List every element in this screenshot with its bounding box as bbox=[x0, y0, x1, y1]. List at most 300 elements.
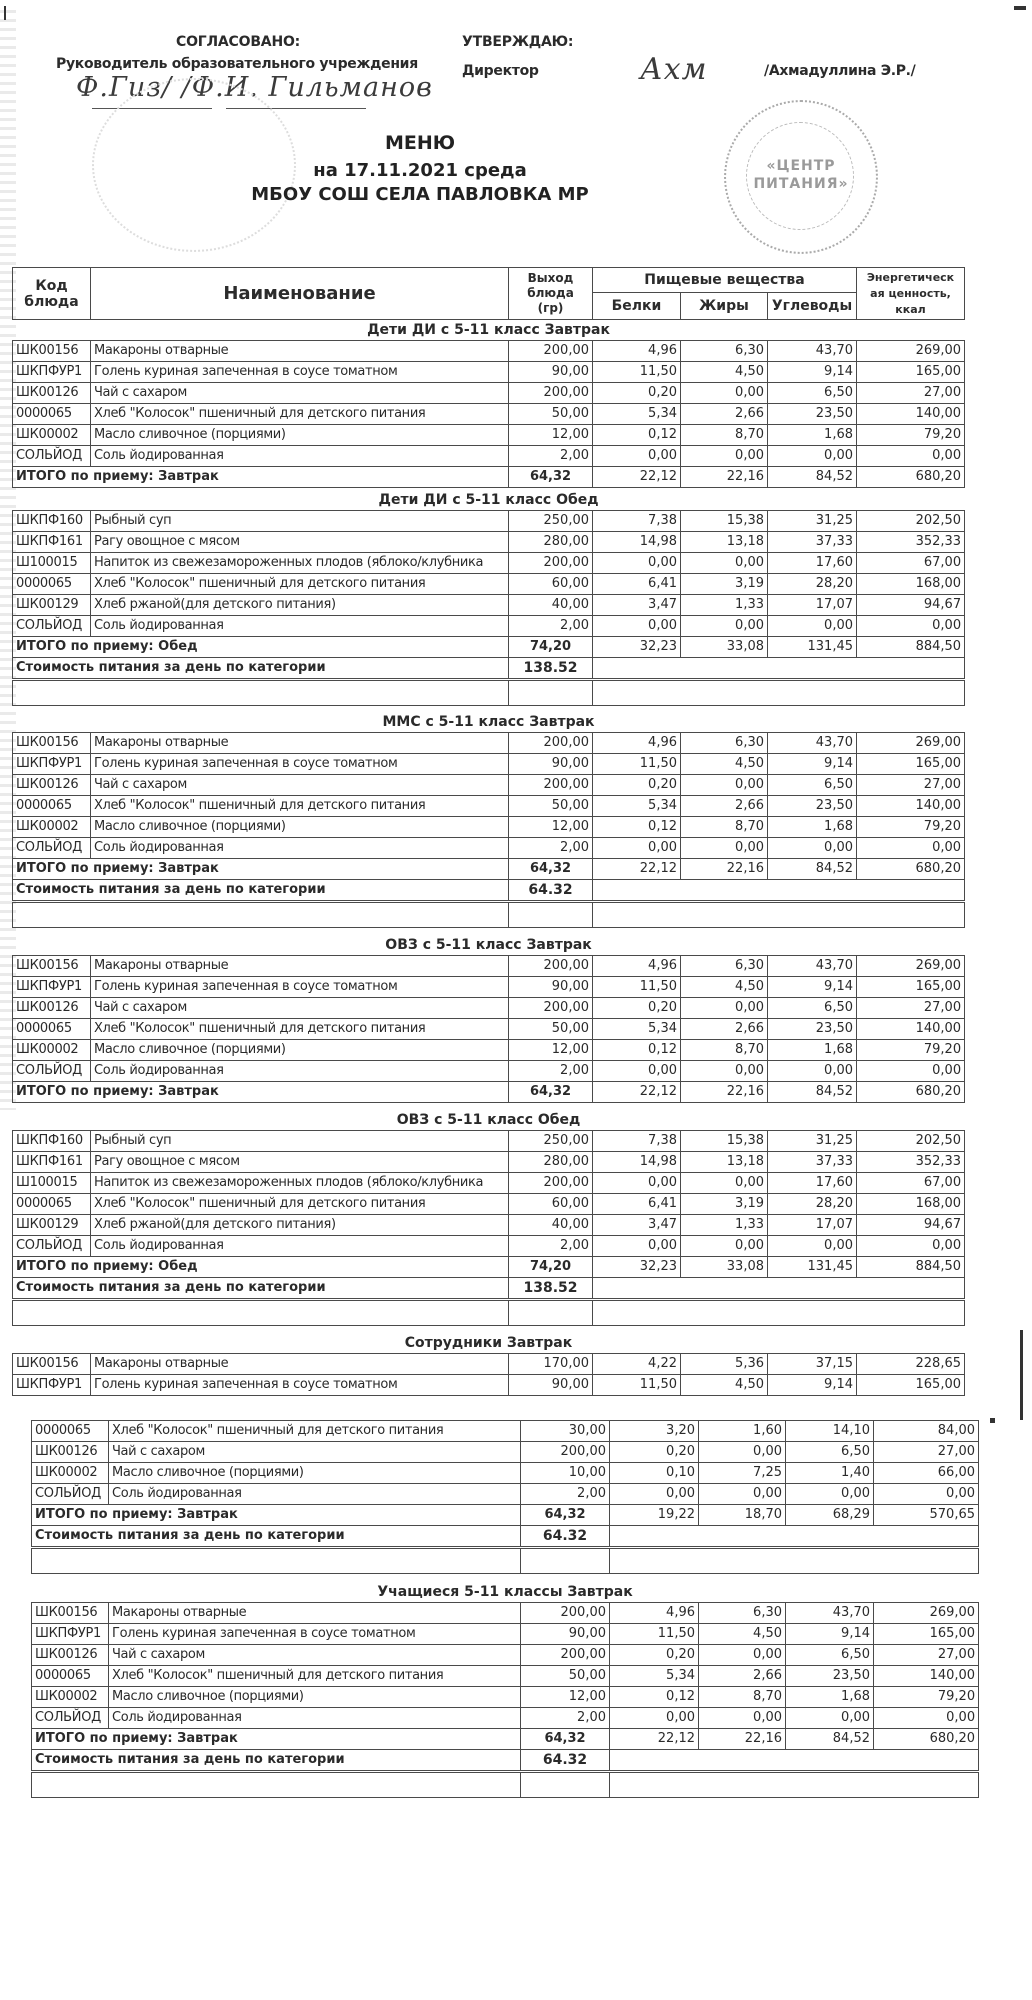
dish-carbs: 23,50 bbox=[768, 796, 857, 817]
dish-carbs: 17,07 bbox=[768, 595, 857, 616]
dish-yield: 2,00 bbox=[521, 1708, 610, 1729]
dish-fat: 13,18 bbox=[681, 1152, 768, 1173]
approve-position: Директор bbox=[462, 63, 539, 79]
dish-code: ШКПФ160 bbox=[13, 511, 91, 532]
col-yield-header bbox=[509, 268, 593, 320]
dish-protein: 14,98 bbox=[593, 1152, 681, 1173]
blank-cell bbox=[13, 1300, 509, 1326]
dish-name: Чай с сахаром bbox=[109, 1645, 521, 1666]
dish-yield: 12,00 bbox=[509, 1040, 593, 1061]
dish-code: ШКПФ160 bbox=[13, 1131, 91, 1152]
section-title: Учащиеся 5-11 классы Завтрак bbox=[32, 1582, 979, 1603]
dish-yield: 200,00 bbox=[509, 733, 593, 754]
dish-name: Хлеб "Колосок" пшеничный для детского питания bbox=[91, 574, 509, 595]
dish-fat: 13,18 bbox=[681, 532, 768, 553]
total-row bbox=[13, 467, 965, 488]
col-energy-l1: Энергетическ bbox=[866, 270, 955, 284]
blank-row bbox=[32, 1548, 979, 1574]
dish-yield: 90,00 bbox=[509, 362, 593, 383]
dish-code: ШК00126 bbox=[13, 383, 91, 404]
dish-energy: 84,00 bbox=[874, 1421, 979, 1442]
dish-code: 0000065 bbox=[13, 1019, 91, 1040]
total-energy: 680,20 bbox=[857, 859, 965, 880]
table-row bbox=[13, 998, 965, 1019]
table-row bbox=[13, 595, 965, 616]
table-row bbox=[13, 341, 965, 362]
dish-protein: 11,50 bbox=[593, 1375, 681, 1396]
dish-protein: 4,22 bbox=[593, 1354, 681, 1375]
table-row bbox=[13, 616, 965, 637]
dish-name: Хлеб "Колосок" пшеничный для детского питания bbox=[91, 796, 509, 817]
section-title: Дети ДИ с 5-11 класс Завтрак bbox=[13, 320, 965, 341]
table-row bbox=[13, 754, 965, 775]
dish-protein: 0,00 bbox=[593, 1173, 681, 1194]
dish-fat: 6,30 bbox=[681, 956, 768, 977]
dish-yield: 2,00 bbox=[509, 838, 593, 859]
dish-protein: 4,96 bbox=[593, 341, 681, 362]
total-protein: 22,12 bbox=[593, 467, 681, 488]
dish-energy: 0,00 bbox=[874, 1484, 979, 1505]
total-yield: 64,32 bbox=[521, 1505, 610, 1526]
dish-yield: 250,00 bbox=[509, 1131, 593, 1152]
approve-name: /Ахмадуллина Э.Р./ bbox=[764, 63, 916, 79]
table-row bbox=[13, 817, 965, 838]
dish-name: Хлеб "Колосок" пшеничный для детского питания bbox=[109, 1421, 521, 1442]
dish-name: Макароны отварные bbox=[91, 733, 509, 754]
dish-fat: 0,00 bbox=[681, 775, 768, 796]
cost-label: Стоимость питания за день по категории bbox=[32, 1750, 521, 1772]
menu-section-table bbox=[12, 935, 965, 1103]
total-carbs: 131,45 bbox=[768, 637, 857, 658]
dish-protein: 5,34 bbox=[593, 796, 681, 817]
dish-fat: 0,00 bbox=[699, 1442, 786, 1463]
dish-carbs: 0,00 bbox=[786, 1708, 874, 1729]
total-energy: 884,50 bbox=[857, 1257, 965, 1278]
corner-mark-dot bbox=[990, 1418, 995, 1423]
section-title: Дети ДИ с 5-11 класс Обед bbox=[13, 490, 965, 511]
table-row bbox=[13, 383, 965, 404]
dish-fat: 0,00 bbox=[681, 446, 768, 467]
section-title-row bbox=[13, 320, 965, 341]
dish-protein: 0,20 bbox=[593, 775, 681, 796]
dish-fat: 6,30 bbox=[699, 1603, 786, 1624]
total-protein: 22,12 bbox=[593, 859, 681, 880]
total-carbs: 84,52 bbox=[786, 1729, 874, 1750]
total-protein: 32,23 bbox=[593, 637, 681, 658]
dish-yield: 90,00 bbox=[509, 754, 593, 775]
dish-code: ШК00156 bbox=[32, 1603, 109, 1624]
dish-energy: 94,67 bbox=[857, 1215, 965, 1236]
dish-name: Соль йодированная bbox=[91, 1061, 509, 1082]
dish-carbs: 9,14 bbox=[768, 1375, 857, 1396]
school-name: МБОУ СОШ СЕЛА ПАВЛОВКА МР bbox=[251, 184, 589, 205]
dish-protein: 0,00 bbox=[593, 553, 681, 574]
dish-yield: 50,00 bbox=[509, 796, 593, 817]
table-row bbox=[13, 1019, 965, 1040]
dish-energy: 165,00 bbox=[857, 754, 965, 775]
dish-name: Чай с сахаром bbox=[91, 383, 509, 404]
dish-code: ШКПФ161 bbox=[13, 1152, 91, 1173]
dish-protein: 0,00 bbox=[593, 616, 681, 637]
dish-energy: 269,00 bbox=[857, 956, 965, 977]
dish-yield: 10,00 bbox=[521, 1463, 610, 1484]
table-row bbox=[32, 1687, 979, 1708]
dish-fat: 5,36 bbox=[681, 1354, 768, 1375]
dish-name: Соль йодированная bbox=[109, 1484, 521, 1505]
dish-fat: 0,00 bbox=[699, 1484, 786, 1505]
dish-energy: 140,00 bbox=[874, 1666, 979, 1687]
dish-code: ШК00002 bbox=[32, 1687, 109, 1708]
dish-name: Рыбный суп bbox=[91, 511, 509, 532]
dish-name: Напиток из свежезамороженных плодов (яблоко/клубника bbox=[91, 1173, 509, 1194]
col-yield-l3: (гр) bbox=[537, 301, 564, 315]
dish-code: 0000065 bbox=[13, 1194, 91, 1215]
dish-protein: 5,34 bbox=[593, 404, 681, 425]
dish-energy: 202,50 bbox=[857, 1131, 965, 1152]
total-fat: 18,70 bbox=[699, 1505, 786, 1526]
dish-energy: 27,00 bbox=[857, 998, 965, 1019]
blank-row bbox=[13, 680, 965, 706]
dish-protein: 0,00 bbox=[610, 1708, 699, 1729]
total-energy: 680,20 bbox=[874, 1729, 979, 1750]
dish-carbs: 37,33 bbox=[768, 532, 857, 553]
total-label: ИТОГО по приему: Обед bbox=[13, 637, 509, 658]
table-row bbox=[32, 1442, 979, 1463]
dish-energy: 27,00 bbox=[857, 383, 965, 404]
menu-section-table bbox=[31, 1420, 979, 1574]
dish-fat: 8,70 bbox=[699, 1687, 786, 1708]
blank-cell bbox=[610, 1772, 979, 1798]
dish-fat: 7,25 bbox=[699, 1463, 786, 1484]
dish-protein: 5,34 bbox=[610, 1666, 699, 1687]
dish-code: Ш100015 bbox=[13, 553, 91, 574]
dish-protein: 0,12 bbox=[593, 425, 681, 446]
dish-code: 0000065 bbox=[13, 796, 91, 817]
dish-yield: 200,00 bbox=[509, 998, 593, 1019]
dish-yield: 60,00 bbox=[509, 1194, 593, 1215]
section-title: Сотрудники Завтрак bbox=[13, 1333, 965, 1354]
menu-section-table bbox=[12, 1110, 965, 1326]
dish-carbs: 0,00 bbox=[768, 838, 857, 859]
dish-fat: 4,50 bbox=[681, 754, 768, 775]
dish-carbs: 37,33 bbox=[768, 1152, 857, 1173]
corner-mark-right bbox=[1020, 1330, 1023, 1420]
dish-protein: 0,00 bbox=[610, 1484, 699, 1505]
dish-energy: 168,00 bbox=[857, 574, 965, 595]
dish-protein: 0,00 bbox=[593, 1236, 681, 1257]
total-fat: 22,16 bbox=[681, 467, 768, 488]
dish-fat: 3,19 bbox=[681, 574, 768, 595]
approve-label: УТВЕРЖДАЮ: bbox=[462, 34, 574, 50]
dish-energy: 66,00 bbox=[874, 1463, 979, 1484]
menu-section-table bbox=[12, 320, 965, 488]
dish-energy: 165,00 bbox=[857, 1375, 965, 1396]
total-carbs: 131,45 bbox=[768, 1257, 857, 1278]
dish-protein: 6,41 bbox=[593, 1194, 681, 1215]
dish-fat: 0,00 bbox=[681, 1173, 768, 1194]
table-row bbox=[32, 1603, 979, 1624]
agreed-position: Руководитель образовательного учреждения bbox=[56, 56, 418, 72]
dish-yield: 50,00 bbox=[509, 404, 593, 425]
blank-cell bbox=[509, 1300, 593, 1326]
dish-protein: 0,20 bbox=[593, 383, 681, 404]
dish-yield: 250,00 bbox=[509, 511, 593, 532]
dish-name: Масло сливочное (порциями) bbox=[109, 1463, 521, 1484]
dish-yield: 40,00 bbox=[509, 595, 593, 616]
dish-carbs: 1,68 bbox=[768, 817, 857, 838]
dish-code: СОЛЬЙОД bbox=[32, 1484, 109, 1505]
dish-name: Рагу овощное с мясом bbox=[91, 532, 509, 553]
dish-carbs: 1,68 bbox=[768, 425, 857, 446]
dish-yield: 40,00 bbox=[509, 1215, 593, 1236]
dish-name: Масло сливочное (порциями) bbox=[109, 1687, 521, 1708]
dish-yield: 2,00 bbox=[521, 1484, 610, 1505]
total-fat: 22,16 bbox=[681, 859, 768, 880]
table-row bbox=[13, 796, 965, 817]
dish-protein: 4,96 bbox=[593, 733, 681, 754]
dish-fat: 1,60 bbox=[699, 1421, 786, 1442]
menu-date: на 17.11.2021 среда bbox=[313, 160, 527, 181]
total-energy: 884,50 bbox=[857, 637, 965, 658]
total-energy: 570,65 bbox=[874, 1505, 979, 1526]
dish-yield: 170,00 bbox=[509, 1354, 593, 1375]
dish-energy: 140,00 bbox=[857, 1019, 965, 1040]
dish-carbs: 17,60 bbox=[768, 1173, 857, 1194]
dish-yield: 200,00 bbox=[509, 1173, 593, 1194]
dish-yield: 30,00 bbox=[521, 1421, 610, 1442]
dish-yield: 2,00 bbox=[509, 446, 593, 467]
cost-value: 64.32 bbox=[509, 880, 593, 902]
section-title-row bbox=[13, 935, 965, 956]
dish-name: Хлеб "Колосок" пшеничный для детского питания bbox=[109, 1666, 521, 1687]
table-row bbox=[13, 362, 965, 383]
dish-carbs: 31,25 bbox=[768, 1131, 857, 1152]
cost-row bbox=[32, 1526, 979, 1548]
dish-yield: 2,00 bbox=[509, 1061, 593, 1082]
dish-fat: 2,66 bbox=[681, 1019, 768, 1040]
blank-cell bbox=[521, 1548, 610, 1574]
total-label: ИТОГО по приему: Завтрак bbox=[13, 1082, 509, 1103]
cost-value: 138.52 bbox=[509, 1278, 593, 1300]
dish-fat: 0,00 bbox=[681, 1061, 768, 1082]
dish-protein: 0,20 bbox=[610, 1645, 699, 1666]
dish-energy: 352,33 bbox=[857, 532, 965, 553]
dish-code: ШК00002 bbox=[13, 817, 91, 838]
dish-energy: 352,33 bbox=[857, 1152, 965, 1173]
corner-mark-top-right bbox=[1014, 6, 1026, 10]
stamp-right-text-2: ПИТАНИЯ» bbox=[753, 176, 849, 192]
dish-carbs: 0,00 bbox=[768, 1236, 857, 1257]
dish-carbs: 43,70 bbox=[786, 1603, 874, 1624]
dish-protein: 0,20 bbox=[593, 998, 681, 1019]
dish-name: Макароны отварные bbox=[109, 1603, 521, 1624]
cost-value: 64.32 bbox=[521, 1750, 610, 1772]
col-name-header: Наименование bbox=[91, 268, 509, 320]
col-protein-header: Белки bbox=[593, 293, 681, 320]
dish-fat: 2,66 bbox=[681, 796, 768, 817]
dish-fat: 0,00 bbox=[699, 1708, 786, 1729]
blank-row bbox=[13, 902, 965, 928]
dish-name: Соль йодированная bbox=[91, 446, 509, 467]
cost-empty bbox=[593, 1278, 965, 1300]
total-energy: 680,20 bbox=[857, 1082, 965, 1103]
dish-code: 0000065 bbox=[13, 404, 91, 425]
col-code-l2: блюда bbox=[24, 293, 79, 310]
dish-yield: 200,00 bbox=[521, 1645, 610, 1666]
dish-carbs: 17,60 bbox=[768, 553, 857, 574]
col-fat-header: Жиры bbox=[681, 293, 768, 320]
dish-energy: 0,00 bbox=[857, 446, 965, 467]
dish-protein: 7,38 bbox=[593, 511, 681, 532]
menu-section-table bbox=[12, 1333, 965, 1396]
dish-name: Соль йодированная bbox=[91, 616, 509, 637]
dish-code: 0000065 bbox=[13, 574, 91, 595]
table-row bbox=[13, 1375, 965, 1396]
cost-value: 64.32 bbox=[521, 1526, 610, 1548]
dish-code: ШК00126 bbox=[32, 1442, 109, 1463]
table-row bbox=[32, 1463, 979, 1484]
dish-yield: 200,00 bbox=[509, 956, 593, 977]
dish-name: Макароны отварные bbox=[91, 956, 509, 977]
dish-fat: 8,70 bbox=[681, 1040, 768, 1061]
dish-carbs: 6,50 bbox=[768, 998, 857, 1019]
dish-energy: 269,00 bbox=[857, 341, 965, 362]
dish-code: СОЛЬЙОД bbox=[13, 1236, 91, 1257]
stamp-right-text-1: «ЦЕНТР bbox=[766, 158, 836, 174]
dish-name: Соль йодированная bbox=[91, 838, 509, 859]
dish-code: ШК00126 bbox=[13, 775, 91, 796]
cost-label: Стоимость питания за день по категории bbox=[13, 880, 509, 902]
dish-carbs: 0,00 bbox=[768, 1061, 857, 1082]
dish-fat: 1,33 bbox=[681, 1215, 768, 1236]
dish-carbs: 23,50 bbox=[768, 1019, 857, 1040]
dish-code: ШК00156 bbox=[13, 733, 91, 754]
cost-row bbox=[13, 1278, 965, 1300]
dish-protein: 11,50 bbox=[610, 1624, 699, 1645]
dish-protein: 0,00 bbox=[593, 1061, 681, 1082]
dish-yield: 200,00 bbox=[521, 1442, 610, 1463]
table-row bbox=[13, 574, 965, 595]
total-protein: 22,12 bbox=[610, 1729, 699, 1750]
dish-carbs: 9,14 bbox=[768, 977, 857, 998]
dish-energy: 27,00 bbox=[874, 1645, 979, 1666]
dish-fat: 6,30 bbox=[681, 341, 768, 362]
menu-section-table bbox=[12, 712, 965, 928]
blank-cell bbox=[593, 902, 965, 928]
dish-code: ШКПФ161 bbox=[13, 532, 91, 553]
dish-code: Ш100015 bbox=[13, 1173, 91, 1194]
dish-code: ШК00129 bbox=[13, 1215, 91, 1236]
dish-code: ШК00126 bbox=[13, 998, 91, 1019]
dish-code: ШК00156 bbox=[13, 1354, 91, 1375]
table-row bbox=[13, 425, 965, 446]
dish-protein: 6,41 bbox=[593, 574, 681, 595]
dish-code: 0000065 bbox=[32, 1666, 109, 1687]
col-code-header bbox=[13, 268, 91, 320]
dish-yield: 200,00 bbox=[521, 1603, 610, 1624]
dish-yield: 200,00 bbox=[509, 553, 593, 574]
dish-protein: 0,12 bbox=[593, 1040, 681, 1061]
dish-yield: 12,00 bbox=[521, 1687, 610, 1708]
dish-name: Голень куриная запеченная в соусе томатном bbox=[91, 754, 509, 775]
total-protein: 19,22 bbox=[610, 1505, 699, 1526]
total-carbs: 84,52 bbox=[768, 1082, 857, 1103]
dish-fat: 2,66 bbox=[681, 404, 768, 425]
dish-name: Голень куриная запеченная в соусе томатном bbox=[91, 1375, 509, 1396]
dish-name: Соль йодированная bbox=[91, 1236, 509, 1257]
dish-energy: 202,50 bbox=[857, 511, 965, 532]
col-code-l1: Код bbox=[35, 277, 68, 294]
dish-protein: 5,34 bbox=[593, 1019, 681, 1040]
table-row bbox=[13, 733, 965, 754]
dish-protein: 14,98 bbox=[593, 532, 681, 553]
dish-protein: 0,00 bbox=[593, 838, 681, 859]
col-yield-l1: Выход bbox=[527, 271, 574, 285]
dish-fat: 1,33 bbox=[681, 595, 768, 616]
total-fat: 22,16 bbox=[699, 1729, 786, 1750]
blank-cell bbox=[32, 1772, 521, 1798]
table-row bbox=[13, 838, 965, 859]
dish-fat: 15,38 bbox=[681, 511, 768, 532]
dish-protein: 0,12 bbox=[610, 1687, 699, 1708]
dish-fat: 8,70 bbox=[681, 425, 768, 446]
menu-section-table bbox=[12, 490, 965, 706]
cost-row bbox=[13, 658, 965, 680]
dish-energy: 165,00 bbox=[857, 362, 965, 383]
table-row bbox=[13, 1040, 965, 1061]
dish-yield: 2,00 bbox=[509, 616, 593, 637]
total-carbs: 84,52 bbox=[768, 467, 857, 488]
dish-carbs: 23,50 bbox=[768, 404, 857, 425]
table-row bbox=[13, 977, 965, 998]
dish-yield: 90,00 bbox=[509, 1375, 593, 1396]
blank-row bbox=[32, 1772, 979, 1798]
dish-code: ШКПФУР1 bbox=[13, 754, 91, 775]
agreed-label: СОГЛАСОВАНО: bbox=[176, 34, 301, 50]
dish-fat: 4,50 bbox=[681, 1375, 768, 1396]
dish-code: ШК00126 bbox=[32, 1645, 109, 1666]
dish-name: Хлеб ржаной(для детского питания) bbox=[91, 595, 509, 616]
dish-fat: 0,00 bbox=[681, 383, 768, 404]
table-row bbox=[13, 1215, 965, 1236]
dish-name: Чай с сахаром bbox=[91, 998, 509, 1019]
dish-carbs: 6,50 bbox=[768, 775, 857, 796]
total-label: ИТОГО по приему: Завтрак bbox=[13, 859, 509, 880]
total-fat: 33,08 bbox=[681, 637, 768, 658]
dish-carbs: 6,50 bbox=[768, 383, 857, 404]
menu-section-table bbox=[31, 1582, 979, 1798]
table-row bbox=[13, 511, 965, 532]
table-row bbox=[13, 956, 965, 977]
dish-protein: 0,20 bbox=[610, 1442, 699, 1463]
total-energy: 680,20 bbox=[857, 467, 965, 488]
total-label: ИТОГО по приему: Завтрак bbox=[32, 1505, 521, 1526]
table-row bbox=[13, 446, 965, 467]
dish-energy: 27,00 bbox=[874, 1442, 979, 1463]
cost-empty bbox=[593, 880, 965, 902]
dish-carbs: 0,00 bbox=[768, 446, 857, 467]
dish-name: Макароны отварные bbox=[91, 1354, 509, 1375]
dish-energy: 67,00 bbox=[857, 553, 965, 574]
dish-code: ШКПФУР1 bbox=[13, 362, 91, 383]
total-row bbox=[32, 1729, 979, 1750]
corner-mark-top-left bbox=[4, 6, 6, 20]
dish-protein: 11,50 bbox=[593, 754, 681, 775]
table-row bbox=[32, 1421, 979, 1442]
dish-code: ШК00002 bbox=[13, 1040, 91, 1061]
table-row bbox=[32, 1484, 979, 1505]
dish-carbs: 28,20 bbox=[768, 574, 857, 595]
